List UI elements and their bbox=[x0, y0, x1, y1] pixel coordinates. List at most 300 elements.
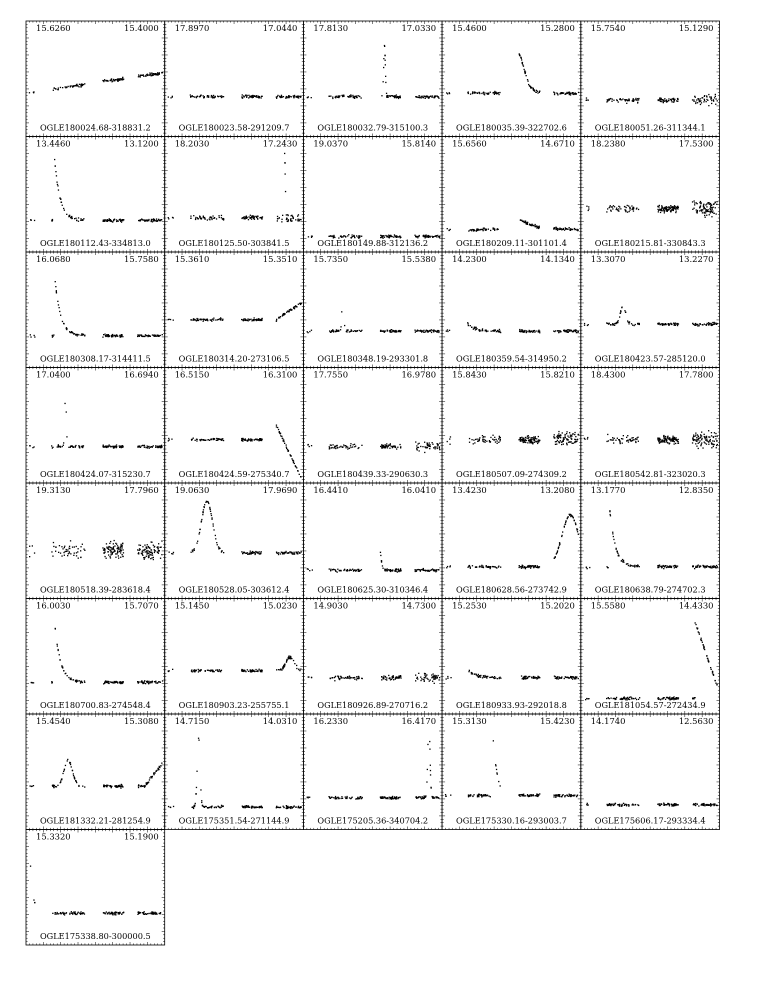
data-point bbox=[67, 675, 68, 676]
data-point bbox=[500, 439, 501, 440]
data-point bbox=[668, 437, 669, 438]
data-point bbox=[708, 322, 709, 323]
data-point bbox=[660, 101, 661, 102]
axis-ticks bbox=[26, 368, 165, 484]
data-point bbox=[146, 550, 147, 551]
data-point bbox=[57, 645, 58, 646]
data-point bbox=[563, 92, 564, 93]
star-id-label: OGLE180209.11-301101.4 bbox=[456, 238, 567, 248]
data-point bbox=[246, 217, 247, 218]
data-point bbox=[439, 679, 440, 680]
data-point bbox=[526, 330, 527, 331]
data-point bbox=[674, 208, 675, 209]
data-point bbox=[299, 670, 300, 671]
panel-frame bbox=[165, 483, 304, 599]
data-point bbox=[706, 437, 707, 438]
data-point bbox=[62, 667, 63, 668]
data-point bbox=[699, 634, 700, 635]
data-point bbox=[210, 513, 211, 514]
data-point bbox=[493, 566, 494, 567]
data-point bbox=[533, 89, 534, 90]
data-point bbox=[536, 330, 537, 331]
data-point bbox=[705, 208, 706, 209]
data-point bbox=[571, 676, 572, 677]
data-point bbox=[107, 446, 108, 447]
light-curve-panel bbox=[442, 368, 581, 484]
data-point bbox=[661, 209, 662, 210]
data-point bbox=[559, 229, 560, 230]
data-point bbox=[161, 540, 162, 541]
data-point bbox=[358, 95, 359, 96]
data-point bbox=[496, 331, 497, 332]
data-point bbox=[112, 335, 113, 336]
data-point bbox=[109, 444, 110, 445]
data-point bbox=[486, 441, 487, 442]
data-point bbox=[291, 658, 292, 659]
data-point bbox=[329, 447, 330, 448]
data-point bbox=[432, 95, 433, 96]
data-point bbox=[65, 673, 66, 674]
data-point bbox=[153, 220, 154, 221]
data-point bbox=[571, 441, 572, 442]
data-point bbox=[247, 95, 248, 96]
data-point bbox=[55, 551, 56, 552]
data-point bbox=[568, 92, 569, 93]
data-point bbox=[63, 208, 64, 209]
data-point bbox=[476, 329, 477, 330]
data-point bbox=[611, 101, 612, 102]
data-point bbox=[110, 552, 111, 553]
data-point bbox=[554, 434, 555, 435]
data-point bbox=[104, 556, 105, 557]
data-point bbox=[449, 438, 450, 439]
data-point bbox=[706, 206, 707, 207]
data-point bbox=[709, 566, 710, 567]
data-point bbox=[702, 97, 703, 98]
data-point bbox=[525, 676, 526, 677]
data-point bbox=[525, 440, 526, 441]
data-point bbox=[567, 229, 568, 230]
data-point bbox=[77, 551, 78, 552]
data-point bbox=[104, 553, 105, 554]
data-point bbox=[439, 448, 440, 449]
data-point bbox=[203, 95, 204, 96]
data-points bbox=[584, 307, 718, 327]
data-point bbox=[29, 445, 30, 446]
data-point bbox=[565, 228, 566, 229]
data-point bbox=[391, 446, 392, 447]
data-point bbox=[60, 315, 61, 316]
data-point bbox=[114, 550, 115, 551]
data-point bbox=[673, 98, 674, 99]
data-point bbox=[673, 565, 674, 566]
data-point bbox=[416, 445, 417, 446]
data-point bbox=[345, 447, 346, 448]
data-point bbox=[283, 553, 284, 554]
data-point bbox=[241, 218, 242, 219]
data-point bbox=[112, 552, 113, 553]
data-point bbox=[150, 549, 151, 550]
data-point bbox=[468, 671, 469, 672]
data-point bbox=[697, 324, 698, 325]
data-point bbox=[284, 153, 285, 154]
data-point bbox=[250, 440, 251, 441]
data-point bbox=[711, 103, 712, 104]
data-point bbox=[569, 432, 570, 433]
data-point bbox=[110, 219, 111, 220]
data-point bbox=[155, 445, 156, 446]
data-point bbox=[261, 218, 262, 219]
data-point bbox=[431, 674, 432, 675]
data-point bbox=[534, 439, 535, 440]
data-point bbox=[472, 91, 473, 92]
data-point bbox=[577, 531, 578, 532]
magnitude-min-label: 17.2430 bbox=[262, 138, 298, 149]
data-point bbox=[621, 99, 622, 100]
data-point bbox=[568, 442, 569, 443]
data-point bbox=[425, 673, 426, 674]
data-point bbox=[438, 236, 439, 237]
data-point bbox=[522, 565, 523, 566]
data-point bbox=[70, 217, 71, 218]
data-point bbox=[492, 439, 493, 440]
data-point bbox=[635, 442, 636, 443]
data-point bbox=[342, 447, 343, 448]
data-point bbox=[158, 446, 159, 447]
data-point bbox=[447, 331, 448, 332]
data-point bbox=[76, 681, 77, 682]
data-point bbox=[475, 439, 476, 440]
data-point bbox=[438, 332, 439, 333]
data-point bbox=[563, 439, 564, 440]
panel-frame bbox=[26, 21, 165, 137]
magnitude-max-label: 15.7540 bbox=[590, 23, 626, 33]
data-point bbox=[388, 675, 389, 676]
data-point bbox=[617, 551, 618, 552]
data-point bbox=[616, 322, 617, 323]
data-point bbox=[262, 96, 263, 97]
data-point bbox=[575, 524, 576, 525]
data-point bbox=[351, 570, 352, 571]
data-point bbox=[256, 671, 257, 672]
data-point bbox=[626, 207, 627, 208]
data-point bbox=[337, 447, 338, 448]
data-point bbox=[695, 624, 696, 625]
data-point bbox=[112, 221, 113, 222]
data-point bbox=[672, 439, 673, 440]
data-point bbox=[122, 547, 123, 548]
data-point bbox=[291, 458, 292, 459]
star-id-label: OGLE180032.79-315100.3 bbox=[317, 122, 429, 133]
data-points bbox=[584, 430, 718, 449]
data-point bbox=[110, 446, 111, 447]
data-point bbox=[473, 440, 474, 441]
data-point bbox=[196, 96, 197, 97]
data-point bbox=[560, 437, 561, 438]
data-point bbox=[621, 698, 622, 699]
data-point bbox=[113, 549, 114, 550]
data-point bbox=[343, 444, 344, 445]
data-point bbox=[575, 229, 576, 230]
data-point bbox=[670, 99, 671, 100]
data-point bbox=[704, 434, 705, 435]
panel-frame bbox=[442, 599, 581, 715]
data-point bbox=[118, 221, 119, 222]
data-point bbox=[577, 332, 578, 333]
data-point bbox=[695, 567, 696, 568]
data-point bbox=[578, 534, 579, 535]
data-point bbox=[66, 551, 67, 552]
data-point bbox=[154, 681, 155, 682]
data-point bbox=[116, 219, 117, 220]
axis-ticks bbox=[165, 21, 304, 137]
axis-ticks bbox=[581, 483, 720, 599]
data-point bbox=[158, 548, 159, 549]
data-point bbox=[160, 682, 161, 683]
data-point bbox=[450, 677, 451, 678]
data-point bbox=[486, 331, 487, 332]
data-point bbox=[397, 447, 398, 448]
magnitude-min-label: 15.8140 bbox=[401, 138, 437, 149]
data-point bbox=[524, 69, 525, 70]
data-point bbox=[673, 101, 674, 102]
data-point bbox=[140, 76, 141, 77]
data-point bbox=[398, 678, 399, 679]
data-point bbox=[432, 442, 433, 443]
data-point bbox=[308, 444, 309, 445]
data-point bbox=[346, 678, 347, 679]
data-point bbox=[193, 215, 194, 216]
data-point bbox=[210, 319, 211, 320]
data-point bbox=[142, 219, 143, 220]
data-point bbox=[614, 542, 615, 543]
data-point bbox=[636, 208, 637, 209]
data-point bbox=[716, 441, 717, 442]
data-point bbox=[356, 679, 357, 680]
light-curve-panel bbox=[303, 599, 442, 715]
data-point bbox=[478, 439, 479, 440]
data-point bbox=[113, 546, 114, 547]
data-point bbox=[213, 318, 214, 319]
data-point bbox=[619, 206, 620, 207]
data-point bbox=[248, 671, 249, 672]
data-point bbox=[342, 96, 343, 97]
data-point bbox=[82, 446, 83, 447]
data-point bbox=[692, 565, 693, 566]
data-point bbox=[296, 668, 297, 669]
data-point bbox=[351, 331, 352, 332]
data-point bbox=[113, 80, 114, 81]
data-point bbox=[361, 569, 362, 570]
data-point bbox=[569, 227, 570, 228]
data-point bbox=[664, 101, 665, 102]
data-point bbox=[157, 682, 158, 683]
data-point bbox=[714, 432, 715, 433]
magnitude-max-label: 15.1450 bbox=[174, 600, 210, 611]
light-curve-panel bbox=[165, 137, 304, 253]
data-point bbox=[424, 332, 425, 333]
data-point bbox=[617, 553, 618, 554]
data-point bbox=[657, 323, 658, 324]
data-point bbox=[716, 436, 717, 437]
data-point bbox=[494, 439, 495, 440]
data-point bbox=[66, 214, 67, 215]
data-point bbox=[115, 681, 116, 682]
data-point bbox=[280, 316, 281, 317]
magnitude-max-label: 15.2530 bbox=[452, 600, 487, 611]
data-point bbox=[434, 683, 435, 684]
star-id-label: OGLE180424.59-275340.7 bbox=[178, 469, 290, 479]
data-point bbox=[153, 218, 154, 219]
data-point bbox=[105, 335, 106, 336]
data-point bbox=[343, 677, 344, 678]
data-point bbox=[383, 58, 384, 59]
data-point bbox=[572, 229, 573, 230]
data-point bbox=[336, 329, 337, 330]
data-point bbox=[144, 545, 145, 546]
data-point bbox=[142, 546, 143, 547]
data-points bbox=[168, 303, 302, 322]
data-point bbox=[72, 679, 73, 680]
data-point bbox=[694, 200, 695, 201]
data-point bbox=[660, 441, 661, 442]
data-point bbox=[361, 236, 362, 237]
data-point bbox=[285, 313, 286, 314]
data-point bbox=[292, 553, 293, 554]
data-point bbox=[434, 446, 435, 447]
data-point bbox=[693, 435, 694, 436]
data-point bbox=[195, 217, 196, 218]
axis-ticks bbox=[442, 368, 581, 484]
data-point bbox=[574, 439, 575, 440]
data-point bbox=[627, 697, 628, 698]
data-point bbox=[429, 681, 430, 682]
light-curve-panel bbox=[303, 483, 442, 599]
data-point bbox=[715, 567, 716, 568]
axis-ticks bbox=[165, 599, 304, 715]
data-point bbox=[66, 549, 67, 550]
data-point bbox=[242, 671, 243, 672]
data-point bbox=[470, 325, 471, 326]
data-point bbox=[607, 434, 608, 435]
data-point bbox=[695, 103, 696, 104]
star-id-label: OGLE180112.43-334813.0 bbox=[39, 238, 151, 248]
star-id-label: OGLE180926.89-270716.2 bbox=[317, 700, 429, 710]
data-point bbox=[383, 81, 384, 82]
data-point bbox=[70, 540, 71, 541]
data-point bbox=[290, 657, 291, 658]
data-point bbox=[468, 91, 469, 92]
data-point bbox=[205, 502, 206, 503]
data-point bbox=[245, 95, 246, 96]
data-point bbox=[330, 678, 331, 679]
axis-ticks bbox=[442, 21, 581, 137]
data-point bbox=[112, 446, 113, 447]
data-point bbox=[666, 441, 667, 442]
data-point bbox=[155, 550, 156, 551]
data-point bbox=[297, 216, 298, 217]
data-point bbox=[385, 446, 386, 447]
data-point bbox=[532, 437, 533, 438]
data-point bbox=[215, 538, 216, 539]
data-point bbox=[424, 442, 425, 443]
data-point bbox=[711, 100, 712, 101]
data-point bbox=[254, 217, 255, 218]
data-point bbox=[73, 333, 74, 334]
data-point bbox=[293, 552, 294, 553]
data-point bbox=[482, 437, 483, 438]
data-point bbox=[252, 216, 253, 217]
data-point bbox=[677, 101, 678, 102]
data-point bbox=[295, 219, 296, 220]
data-point bbox=[356, 95, 357, 96]
data-point bbox=[530, 568, 531, 569]
data-point bbox=[422, 96, 423, 97]
data-point bbox=[168, 671, 169, 672]
data-point bbox=[259, 669, 260, 670]
data-point bbox=[626, 103, 627, 104]
data-point bbox=[194, 670, 195, 671]
data-point bbox=[607, 99, 608, 100]
data-point bbox=[584, 325, 585, 326]
data-point bbox=[432, 237, 433, 238]
data-point bbox=[716, 447, 717, 448]
data-point bbox=[555, 227, 556, 228]
data-point bbox=[143, 550, 144, 551]
data-point bbox=[490, 230, 491, 231]
data-point bbox=[428, 236, 429, 237]
data-point bbox=[677, 99, 678, 100]
data-point bbox=[439, 446, 440, 447]
data-point bbox=[59, 545, 60, 546]
data-point bbox=[81, 85, 82, 86]
data-point bbox=[340, 676, 341, 677]
data-point bbox=[207, 501, 208, 502]
data-point bbox=[395, 447, 396, 448]
data-point bbox=[347, 676, 348, 677]
data-point bbox=[78, 558, 79, 559]
data-point bbox=[190, 218, 191, 219]
data-point bbox=[676, 208, 677, 209]
data-point bbox=[437, 235, 438, 236]
data-point bbox=[414, 330, 415, 331]
data-point bbox=[400, 570, 401, 571]
data-point bbox=[471, 672, 472, 673]
data-point bbox=[570, 516, 571, 517]
data-point bbox=[423, 235, 424, 236]
data-point bbox=[712, 322, 713, 323]
light-curve-panel bbox=[442, 252, 581, 368]
data-point bbox=[201, 95, 202, 96]
data-point bbox=[160, 335, 161, 336]
data-point bbox=[710, 566, 711, 567]
data-point bbox=[523, 567, 524, 568]
data-point bbox=[479, 93, 480, 94]
data-point bbox=[560, 440, 561, 441]
data-point bbox=[116, 221, 117, 222]
data-point bbox=[64, 547, 65, 548]
data-point bbox=[497, 93, 498, 94]
data-point bbox=[435, 678, 436, 679]
data-point bbox=[361, 445, 362, 446]
data-point bbox=[610, 439, 611, 440]
data-point bbox=[191, 670, 192, 671]
star-id-label: OGLE180359.54-314950.2 bbox=[456, 353, 567, 364]
data-point bbox=[575, 93, 576, 94]
data-point bbox=[330, 570, 331, 571]
data-point bbox=[309, 570, 310, 571]
data-point bbox=[113, 543, 114, 544]
